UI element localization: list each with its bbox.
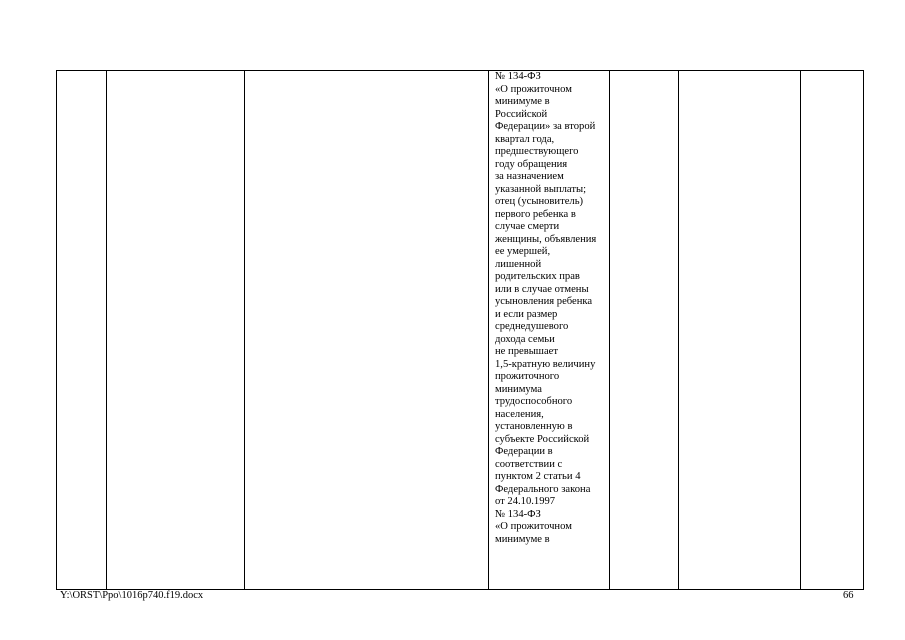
table-cell-col-2 [107,71,245,590]
table-cell-col-4 [489,71,610,590]
table-cell-col-3 [245,71,489,590]
table-cell-col-5 [610,71,679,590]
footer-file-path: Y:\ORST\Ppo\1016p740.f19.docx [60,590,204,601]
table-cell-col-6 [679,71,801,590]
table-cell-col-7 [801,71,864,590]
table-row [57,71,864,590]
page-number: 66 [843,590,854,601]
document-table [56,70,864,590]
cell-text-conditions: № 134-ФЗ «О прожиточном минимуме в Российской Федерации» за второй квартал года, предшествующего году обращения за назначением указанной выплаты; отец (усыновитель) первого ребенка в случае смерти женщины, объявления ее умершей, лишенной родительских прав или в случае отмены усыновления ребенка и если размер среднедушевого дохода семьи не превышает 1,5-кратную величину прожиточного минимума трудоспособного населения, установленную в субъекте Российской Федерации в соответствии с пунктом 2 статьи 4 Федерального закона от 24.10.1997 № 134-ФЗ «О прожиточном минимуме в [495,71,597,545]
table-cell-col-1 [57,71,107,590]
